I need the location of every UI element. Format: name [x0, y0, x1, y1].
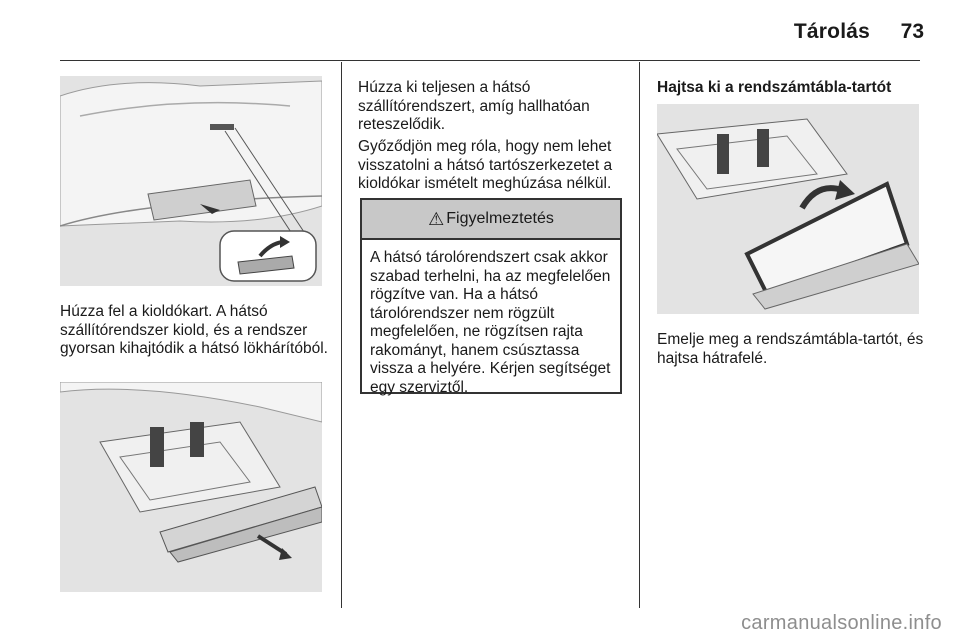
warning-triangle-icon: ⚠	[428, 209, 445, 229]
header-divider	[60, 60, 920, 61]
column-divider-1	[341, 62, 342, 608]
col3-paragraph: Emelje meg a rendszámtábla-tartót, és hajtsa hátrafelé.	[657, 331, 924, 367]
page-title: Tárolás	[793, 20, 870, 43]
carrier-unfold-illustration	[60, 382, 322, 592]
warning-text: A hátsó tárolórendszert csak akkor szabad terhelni, ha az megfelelően rögzítve van. Ha a hátsó tárolórendszer nem rögzült megfelelően, ne rögzítsen rajta rakományt, hanem csúsztassa vissza a helyére. Kérjen segítséget egy szerviztől.	[370, 249, 611, 396]
figure-carrier-unfolds	[60, 382, 322, 592]
col2-paragraph-2: Győződjön meg róla, hogy nem lehet visszatolni a hátsó tartószerkezetet a kioldókar ismételt meghúzása nélkül.	[358, 138, 613, 192]
warning-box	[360, 198, 622, 394]
col2-paragraph-1: Húzza ki teljesen a hátsó szállítórendszert, amíg hallhatóan reteszelődik.	[358, 79, 590, 133]
column-divider-2	[639, 62, 640, 608]
col1-paragraph: Húzza fel a kioldókart. A hátsó szállítórendszer kiold, és a rendszer gyorsan kihajtódik a hátsó lökhárítóból.	[60, 303, 328, 357]
col3-heading: Hajtsa ki a rendszámtábla-tartót	[657, 79, 892, 96]
warning-title: Figyelmeztetés	[446, 210, 554, 227]
figure-release-lever	[60, 76, 322, 286]
page-number: 73	[900, 20, 924, 43]
figure-license-plate-holder	[657, 104, 919, 314]
footer-watermark: carmanualsonline.info	[741, 612, 942, 634]
license-plate-holder-illustration	[657, 104, 919, 314]
release-lever-illustration	[60, 76, 322, 286]
warning-header	[362, 200, 620, 240]
